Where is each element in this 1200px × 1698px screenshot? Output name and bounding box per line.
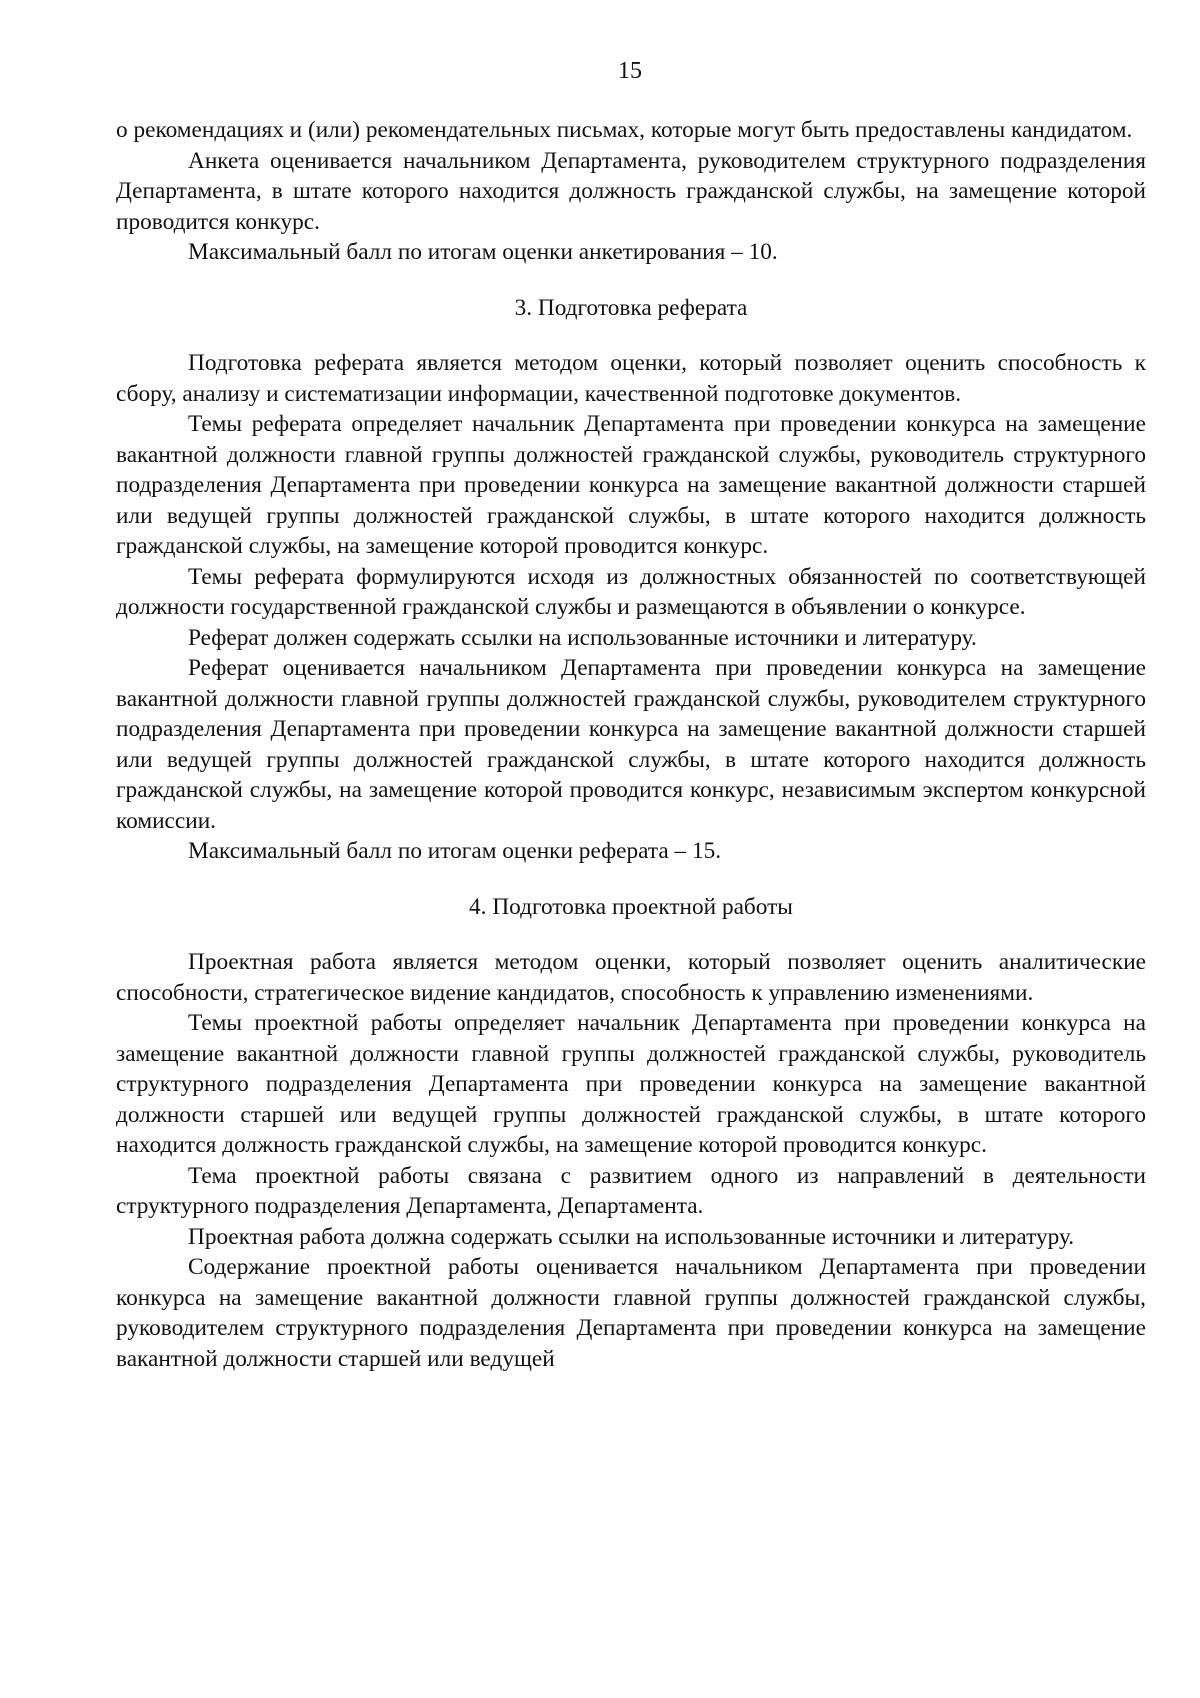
paragraph: Темы проектной работы определяет начальник Департамента при проведении конкурса на замещение вакантной должности главной группы должностей гражданской службы, руководитель структурного подразделения Департамента при проведении конкурса на замещение вакантной должности старшей или ведущей группы должностей гражданской службы, в штате которого находится должность гражданской службы, на замещение которой проводится конкурс. <box>116 1010 1146 1158</box>
paragraph: Темы реферата формулируются исходя из должностных обязанностей по соответствующей должности государственной гражданской службы и размещаются в объявлении о конкурсе. <box>116 563 1146 620</box>
section-heading-3: 3. Подготовка реферата <box>514 294 748 321</box>
paragraph: Темы реферата определяет начальник Департамента при проведении конкурса на замещение вакантной должности главной группы должностей гражданской службы, руководитель структурного подразделения Департамента при проведении конкурса на замещение вакантной должности старшей или ведущей группы должностей гражданской службы, в штате которого находится должность гражданской службы, на замещение которой проводится конкурс. <box>116 411 1146 559</box>
paragraph: Подготовка реферата является методом оценки, который позволяет оценить способность к сбору, анализу и систематизации информации, качественной подготовке документов. <box>116 350 1146 407</box>
paragraph: Тема проектной работы связана с развитием одного из направлений в деятельности структурного подразделения Департамента, Департамента. <box>116 1162 1146 1219</box>
paragraph: Анкета оценивается начальником Департамента, руководителем структурного подразделения Департамента, в штате которого находится должность гражданской службы, на замещение которой проводится конкурс. <box>116 147 1146 235</box>
paragraph: Реферат должен содержать ссылки на использованные источники и литературу. <box>188 624 977 651</box>
section-heading-4: 4. Подготовка проектной работы <box>469 893 793 920</box>
paragraph: Проектная работа является методом оценки, который позволяет оценить аналитические способности, стратегическое видение кандидатов, способность к управлению изменениями. <box>116 949 1146 1006</box>
paragraph-continuation: о рекомендациях и (или) рекомендательных письмах, которые могут быть предоставлены кандидатом. <box>116 117 1133 143</box>
page-number: 15 <box>618 58 642 84</box>
paragraph: Проектная работа должна содержать ссылки на использованные источники и литературу. <box>188 1223 1075 1250</box>
paragraph: Максимальный балл по итогам оценки реферата – 15. <box>188 838 722 864</box>
paragraph: Реферат оценивается начальником Департамента при проведении конкурса на замещение вакантной должности главной группы должностей гражданской службы, руководителем структурного подразделения Департамента при проведении конкурса на замещение вакантной должности старшей или ведущей группы должностей гражданской службы, в штате которого находится должность гражданской службы, на замещение которой проводится конкурс, независимым экспертом конкурсной комиссии. <box>116 655 1146 834</box>
document-body <box>116 115 1146 1374</box>
paragraph: Максимальный балл по итогам оценки анкетирования – 10. <box>188 239 778 265</box>
paragraph: Содержание проектной работы оценивается начальником Департамента при проведении конкурса на замещение вакантной должности главной группы должностей гражданской службы, руководителем структурного подразделения Департамента при проведении конкурса на замещение вакантной должности старшей или ведущей <box>116 1254 1146 1372</box>
